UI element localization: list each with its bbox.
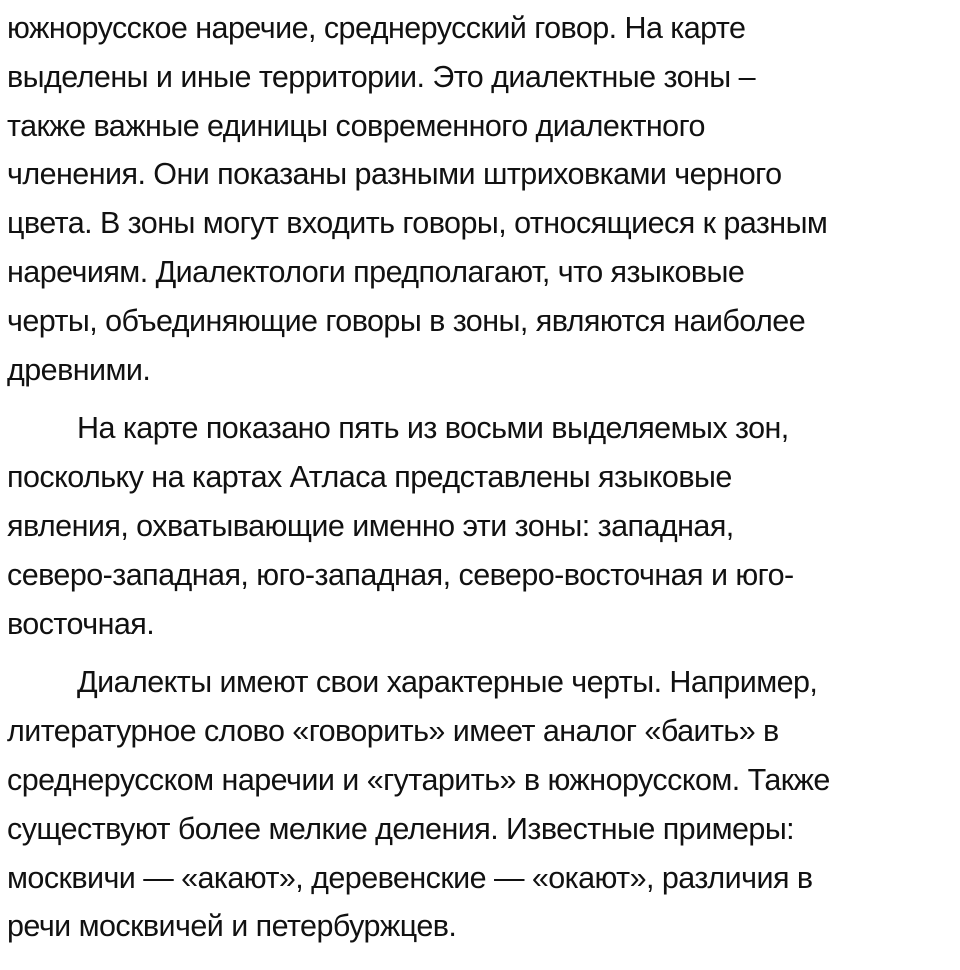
- text-line: южнорусское наречие, среднерусский говор. На карте: [7, 11, 746, 45]
- text-line: черты, объединяющие говоры в зоны, являются наиболее: [7, 303, 806, 338]
- text-line: поскольку на картах Атласа представлены языковые: [7, 460, 732, 495]
- text-line: восточная.: [7, 606, 155, 641]
- text-line: литературное слово «говорить» имеет аналог «баить» в: [7, 714, 779, 749]
- text-line: цвета. В зоны могут входить говоры, относящиеся к разным: [7, 206, 828, 241]
- text-line: явления, охватывающие именно эти зоны: западная,: [7, 508, 734, 543]
- text-line: северо-западная, юго-западная, северо-восточная и юго-: [7, 557, 794, 592]
- text-line: также важные единицы современного диалектного: [7, 108, 705, 143]
- paragraph-1: [7, 4, 954, 394]
- text-line: Диалекты имеют свои характерные черты. Например,: [77, 665, 818, 700]
- text-line: наречиям. Диалектологи предполагают, что языковые: [7, 254, 745, 289]
- text-line: среднерусском наречии и «гутарить» в южнорусском. Также: [7, 762, 830, 797]
- text-line: древними.: [7, 352, 151, 387]
- text-line: На карте показано пять из восьми выделяемых зон,: [77, 411, 789, 446]
- text-line: выделены и иные территории. Это диалектные зоны –: [7, 59, 756, 94]
- text-line: членения. Они показаны разными штриховками черного: [7, 157, 782, 192]
- paragraph-3: [7, 658, 954, 951]
- paragraph-2: [7, 404, 954, 648]
- text-line: речи москвичей и петербуржцев.: [7, 909, 457, 944]
- text-line: москвичи — «акают», деревенские — «окают», различия в: [7, 860, 813, 895]
- text-line: существуют более мелкие деления. Известные примеры:: [7, 811, 795, 846]
